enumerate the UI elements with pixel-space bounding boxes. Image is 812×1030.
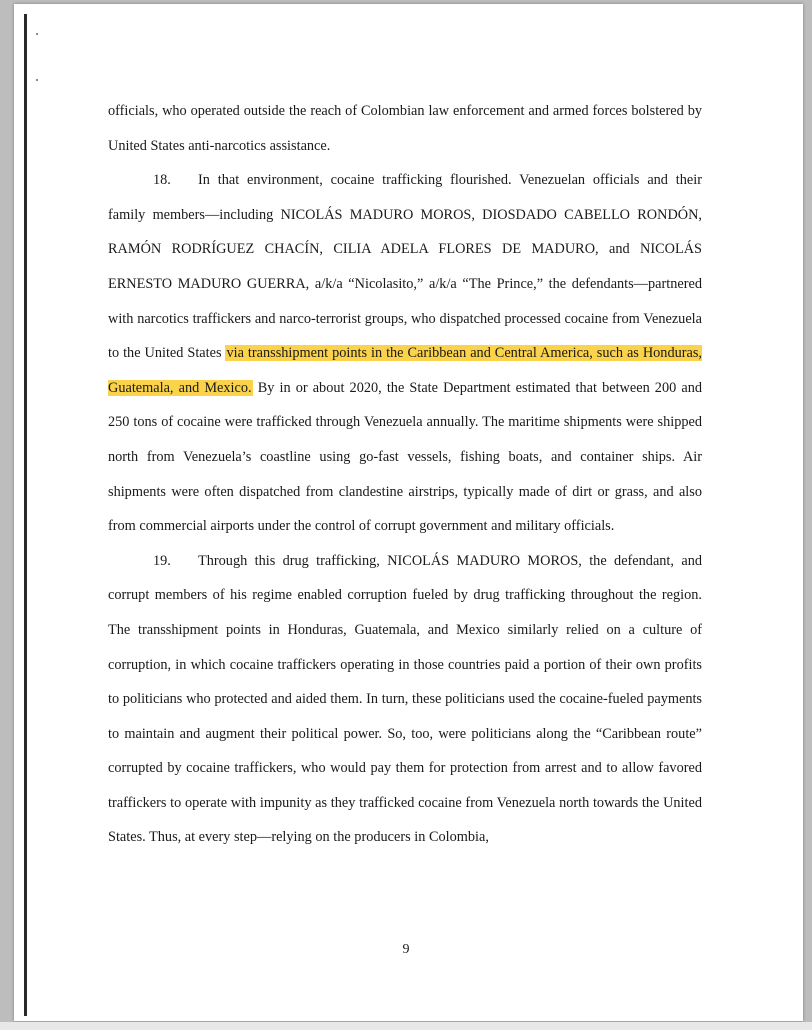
- scan-speck: [36, 79, 38, 81]
- viewer-bottom-bar: [0, 1022, 812, 1030]
- paragraph-number: 19.: [153, 552, 171, 569]
- paragraph-number: 18.: [153, 172, 171, 189]
- highlighted-text[interactable]: via transshipment points in the Caribbean and Central America, such as Honduras, Guatemala, and Mexico.: [108, 345, 702, 396]
- paragraph-text: By in or about 2020, the State Department estimated that between 200 and 250 tons of cocaine were trafficked through Venezuela annually. The maritime shipments were shipped north from Venezuela’s coastline using go-fast vessels, fishing boats, and container ships. Air shipments were often dispatched from clandestine airstrips, typically made of dirt or grass, and also from commercial airports under the control of corrupt government and military officials.: [108, 379, 702, 535]
- paragraph-text: Through this drug trafficking, NICOLÁS MADURO MOROS, the defendant, and corrupt members of his regime enabled corruption fueled by drug trafficking throughout the region. The transshipment points in Honduras, Guatemala, and Mexico similarly relied on a culture of corruption, in which cocaine traffickers operating in those countries paid a portion of their own profits to politicians who protected and aided them. In turn, these politicians used the cocaine-fueled payments to maintain and augment their political power. So, too, were politicians along the “Caribbean route” corrupted by cocaine traffickers, who would pay them for protection from arrest and to allow favored traffickers to operate with impunity as they trafficked cocaine from Venezuela north towards the United States. Thus, at every step—relying on the producers in Colombia,: [108, 552, 702, 846]
- paragraph-18: [108, 163, 702, 544]
- document-body: [108, 94, 702, 855]
- paragraph-17-continuation: [108, 94, 702, 163]
- scan-speck: [36, 33, 38, 35]
- page-number: 9: [402, 942, 410, 957]
- paragraph-text: In that environment, cocaine trafficking flourished. Venezuelan officials and their family members—including NICOLÁS MADURO MOROS, DIOSDADO CABELLO RONDÓN, RAMÓN RODRÍGUEZ CHACÍN, CILIA ADELA FLORES DE MADURO, and NICOLÁS ERNESTO MADURO GUERRA, a/k/a “Nicolasito,” a/k/a “The Prince,” the defendants—partnered with narcotics traffickers and narco-terrorist groups, who dispatched processed cocaine from Venezuela to the United States: [108, 172, 702, 362]
- paragraph-text: officials, who operated outside the reach of Colombian law enforcement and armed forces bolstered by United States anti-narcotics assistance.: [108, 103, 702, 154]
- page-binding-edge: [24, 14, 27, 1016]
- paragraph-19: [108, 544, 702, 855]
